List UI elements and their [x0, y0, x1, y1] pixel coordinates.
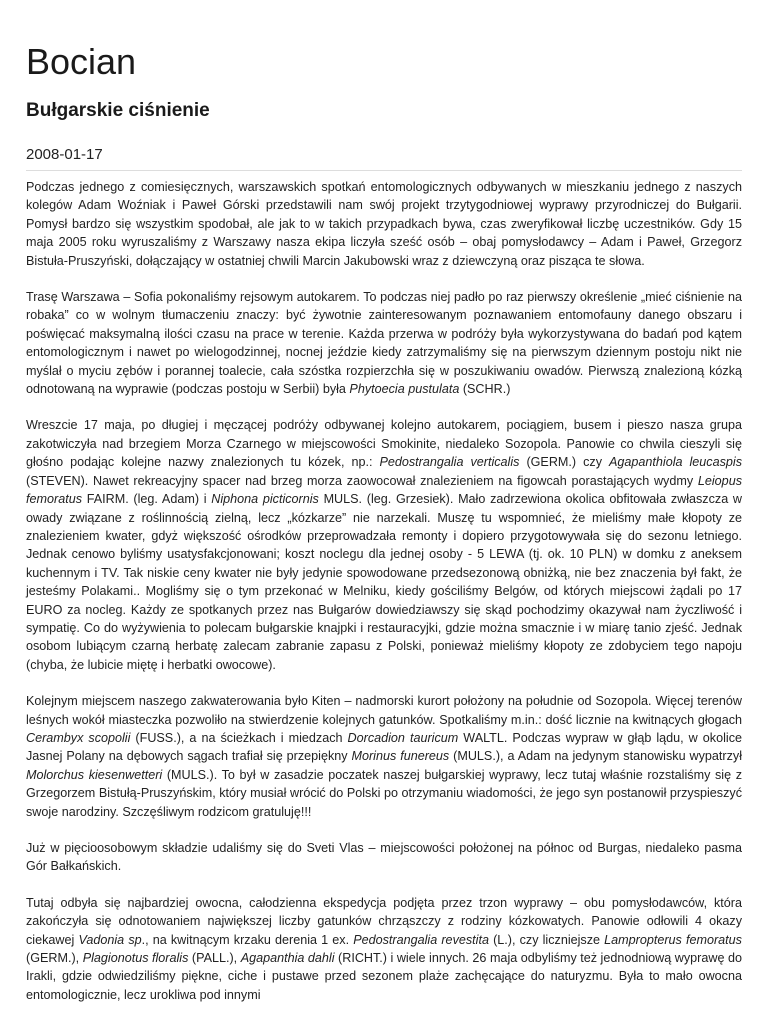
article-title: Bułgarskie ciśnienie: [26, 100, 210, 121]
species-name: Dorcadion tauricum: [347, 730, 459, 745]
paragraph-text: (RICHT.) i wiele innych. 26 maja odbyliśmy też jednodniową wyprawę do Irakli, gdzie odwiedziliśmy piękne, ciche i pustawe przed sezonem plaże zachęcające do naturyzmu. Była to mało owocna entomologicznie, lecz urokliwa pod innymi: [26, 951, 742, 1002]
paragraph-text: (PALL.),: [188, 951, 241, 966]
species-name: Vadonia sp: [78, 932, 142, 947]
site-title[interactable]: Bocian: [26, 41, 137, 82]
article-paragraph: [26, 178, 742, 270]
species-name: Morinus funereus: [351, 749, 450, 764]
article-paragraph: [26, 288, 742, 398]
species-name: Lampropterus femoratus: [604, 932, 742, 947]
paragraph-text: (SCHR.): [459, 382, 511, 397]
article-date: 2008-01-17: [26, 146, 103, 163]
paragraph-text: Już w pięcioosobowym składzie udaliśmy się do Sveti Vlas – miejscowości położonej na północ od Burgas, niedaleko pasma Gór Bałkańskich.: [26, 841, 742, 874]
paragraph-text: WALTL. Podczas wypraw w głąb lądu, w okolice Jasnej Polany na dębowych sągach trafiał się przepiękny: [26, 730, 742, 764]
paragraph-text: (GERM.) czy: [519, 455, 609, 470]
paragraph-text: Tutaj odbyła się najbardziej owocna, całodzienna ekspedycja podjęta przez trzon wyprawy – obu pomysłodawców, która zakończyła się odnotowaniem największej liczby gatunków chrząszczy z rodziny kózkowatych. Panowie odłowili 4 okazy ciekawej: [26, 895, 742, 947]
species-name: Agapanthia dahli: [240, 951, 335, 966]
paragraph-text: (GERM.),: [26, 951, 83, 966]
article-paragraph: [26, 416, 742, 674]
species-name: Phytoecia pustulata: [349, 382, 460, 397]
paragraph-text: Trasę Warszawa – Sofia pokonaliśmy rejsowym autokarem. To podczas niej padło po raz pierwszy określenie „mieć ciśnienie na robaka” co w wolnym tłumaczeniu znaczy: być żywotnie zainteresowanym poznawaniem entomofauny danego obszaru i poświęcać maksymalną ilości czasu na prace w terenie. Każda przerwa w podróży była wykorzystywana do badań pod kątem entomologicznym i nawet po wielogodzinnej, nocnej jeździe kiedy zatrzymaliśmy się na pierwszym dziennym postoju nikt nie myślał o myciu zębów i porannej toalecie, cała szóstka rozpierzchła się w poszukiwaniu owadów. Pierwszą znalezioną kózką odnotowaną na wyprawie (podczas postoju w Serbii) była: [26, 290, 742, 397]
article-body: [26, 178, 742, 1022]
species-name: Leiopus femoratus: [26, 473, 742, 507]
species-name: Pedostrangalia revestita: [353, 932, 489, 947]
paragraph-text: FAIRM. (leg. Adam) i: [82, 492, 212, 507]
species-name: Agapanthiola leucaspis: [608, 455, 743, 470]
species-name: Plagionotus floralis: [82, 951, 189, 966]
paragraph-text: ., na kwitnącym krzaku derenia 1 ex.: [141, 932, 354, 947]
species-name: Cerambyx scopolii: [26, 730, 131, 745]
paragraph-text: (MULS.). To był w zasadzie poczatek naszej bułgarskiej wyprawy, lecz tutaj właśnie rozstaliśmy się z Grzegorzem Bistułą-Pruszyńskim, który musiał wrócić do Polski po otrzymaniu wiadomości, że jego syn postanowił przyspieszyć swoje narodziny. Szczęśliwym rodzicom gratuluję!!!: [26, 767, 742, 819]
species-name: Molorchus kiesenwetteri: [26, 767, 163, 782]
paragraph-text: Kolejnym miejscem naszego zakwaterowania było Kiten – nadmorski kurort położony na południe od Sozopola. Więcej terenów leśnych wokół miasteczka pozwoliło na stwierdzenie kolejnych gatunków. Spotkaliśmy m.in.: dość licznie na kwitnących głogach: [26, 694, 742, 727]
paragraph-text: (FUSS.), a na ścieżkach i miedzach: [130, 730, 348, 745]
paragraph-text: MULS. (leg. Grzesiek). Mało zadrzewiona okolica obfitowała zwłaszcza w owady związane z roślinnością zielną, lecz „kózkarze” nie narzekali. Muszę tu wspomnieć, że mieliśmy małe kłopoty ze znalezieniem kwater, gdyż większość ośrodków przeprowadzała remonty i dopiero przygotowywała się do sezonu letniego. Jednak cenowo byliśmy usatysfakcjonowani; koszt noclegu dla jednej osoby - 5 LEWA (tj. ok. 10 PLN) w domku z aneksem kuchennym i TV. Tak niskie ceny kwater nie były jedynie spowodowane przedsezonową obniżką, nie bez znaczenia był fakt, że jesteśmy Polakami.. Mogliśmy się o tym przekonać w Melniku, kiedy gościliśmy Belgów, od których miejscowi żądali po 17 EURO za nocleg. Każdy ze spotkanych przez nas Bułgarów dowiedziawszy się skąd pochodzimy okazywał nam życzliwość i sympatię. Co do wyżywienia to polecam bułgarskie knajpki i restauracyjki, gdzie można smacznie i w miarę tanio zjeść. Jednak osobom lubiącym czarną herbatę zalecam zabranie zapasu z Polski, ponieważ mieliśmy kłopoty ze zdobyciem tego napoju (chyba, że lubicie miętę i herbatki owocowe).: [26, 492, 743, 672]
paragraph-text: Podczas jednego z comiesięcznych, warszawskich spotkań entomologicznych odbywanych w mieszkaniu jednego z naszych kolegów Adam Woźniak i Paweł Górski przedstawili nam swój projekt trzytygodniowej wyprawy przyrodniczej do Bułgarii. Pomysł bardzo się wszystkim spodobał, ale jak to w takich przypadkach bywa, czas zweryfikował liczbę uczestników. Gdy 15 maja 2005 roku wyruszaliśmy z Warszawy nasza ekipa liczyła sześć osób – obaj pomysłodawcy – Adam i Paweł, Grzegorz Bistuła-Pruszyński, dołączający w ostatniej chwili Marcin Jakubowski wraz z dziewczyną oraz pisząca te słowa.: [26, 180, 742, 268]
article-paragraph: [26, 894, 742, 1004]
species-name: Pedostrangalia verticalis: [379, 455, 520, 470]
paragraph-text: (L.), czy liczniejsze: [488, 932, 605, 947]
paragraph-text: Wreszcie 17 maja, po długiej i męczącej podróży odbywanej kolejno autokarem, pociągiem, busem i pieszo nasza grupa zakotwiczyła nad brzegiem Morza Czarnego w miejscowości Smokinite, niedaleko Sozopola. Panowie co chwila cieszyli się głośno podając kolejne nazwy znalezionych tu kózek, np.:: [26, 418, 742, 470]
title-divider: [26, 170, 742, 171]
paragraph-text: (MULS.), a Adam na jedynym stanowisku wypatrzył: [449, 749, 742, 764]
species-name: Niphona picticornis: [211, 492, 319, 507]
article-paragraph: [26, 839, 742, 876]
paragraph-text: (STEVEN). Nawet rekreacyjny spacer nad brzeg morza zaowocował znalezieniem na figowcah porastających wydmy: [26, 473, 698, 488]
article-paragraph: [26, 692, 742, 821]
